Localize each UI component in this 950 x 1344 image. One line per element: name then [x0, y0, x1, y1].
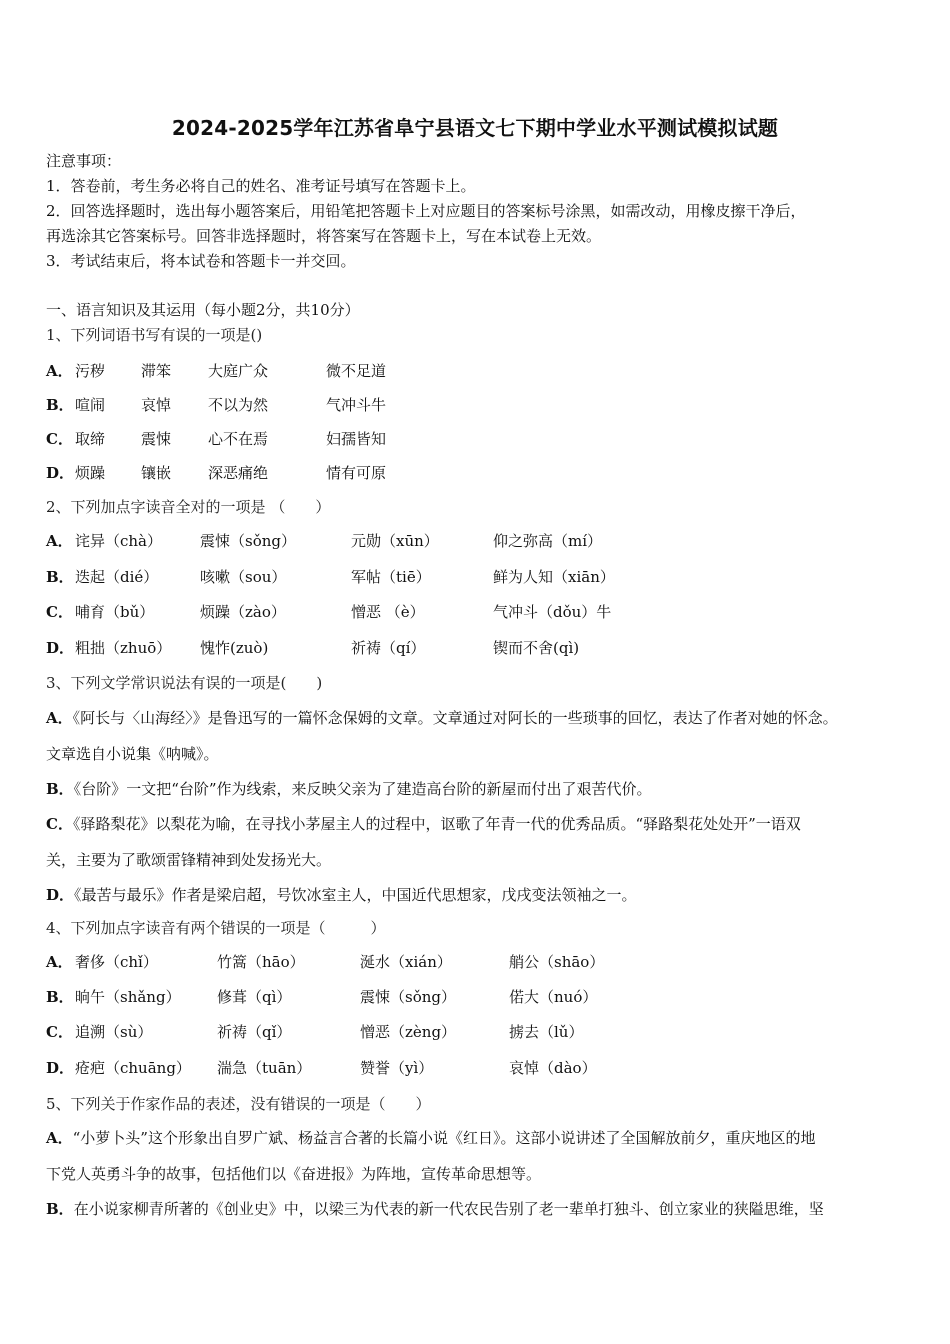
option-word: 气冲斗（dǒu）牛: [493, 603, 612, 621]
option-label: B．: [46, 780, 74, 798]
option-word: 哀悼: [141, 396, 172, 414]
option-word: 军帖（tiē）: [351, 568, 431, 586]
section-heading: 一、语言知识及其运用（每小题2分，共10分）: [46, 301, 360, 319]
notice-heading: 注意事项：: [46, 152, 122, 170]
option-word: 疮疤（chuāng）: [75, 1059, 191, 1077]
option-word: 赞誉（yì）: [360, 1059, 434, 1077]
option-text: 文章选自小说集《呐喊》。: [46, 745, 219, 763]
option-word: 取缔: [75, 430, 106, 448]
option-word: 修葺（qì）: [217, 988, 292, 1006]
option-word: 烦躁（zào）: [200, 603, 286, 621]
option-word: 奢侈（chǐ）: [75, 953, 158, 971]
option-line: [46, 850, 331, 870]
option-label: B．: [46, 568, 74, 586]
option-word: 憎恶 （è）: [351, 603, 425, 621]
option-word: 艄公（shāo）: [509, 953, 605, 971]
option-word: 粗拙（zhuō）: [75, 639, 172, 657]
option-word: 涎水（xián）: [360, 953, 452, 971]
option-word: 锲而不舍(qì): [493, 639, 580, 657]
option-word: 情有可原: [326, 464, 387, 482]
option-word: 鲜为人知（xiān）: [493, 568, 615, 586]
option-word: 震悚: [141, 430, 172, 448]
option-text: 《驿路梨花》以梨花为喻，在寻找小茅屋主人的过程中，讴歌了年青一代的优秀品质。“驿路梨花处处开”一语双: [72, 815, 801, 833]
notice-item: 再选涂其它答案标号。回答非选择题时，将答案写在答题卡上，写在本试卷上无效。: [46, 227, 602, 245]
option-text: 《最苦与最乐》作者是梁启超，号饮冰室主人，中国近代思想家，戊戌变法领袖之一。: [74, 886, 637, 904]
option-label: C．: [46, 430, 73, 448]
option-label: D．: [46, 464, 75, 482]
option-word: 湍急（tuān）: [217, 1059, 312, 1077]
option-word: 祈祷（qǐ）: [217, 1023, 292, 1041]
option-word: 仰之弥高（mí）: [493, 532, 603, 550]
question-1-stem: 1、下列词语书写有误的一项是(): [46, 326, 263, 344]
page-title: 2024-2025学年江苏省阜宁县语文七下期中学业水平测试模拟试题: [171, 116, 779, 140]
option-word: 震悚（sǒng）: [360, 988, 456, 1006]
option-word: 深恶痛绝: [208, 464, 269, 482]
option-word: 憎恶（zèng）: [360, 1023, 457, 1041]
option-line: [46, 1128, 815, 1148]
option-label: C．: [46, 603, 73, 621]
option-label: A．: [46, 1129, 73, 1147]
notice-item: 3．考试结束后，将本试卷和答题卡一并交回。: [46, 252, 356, 270]
question-5-stem: 5、下列关于作家作品的表述，没有错误的一项是（ ）: [46, 1095, 431, 1113]
option-line: [46, 1164, 541, 1184]
option-word: 元勋（xūn）: [351, 532, 439, 550]
option-word: 诧异（chà）: [75, 532, 163, 550]
option-label: D．: [46, 639, 75, 657]
option-word: 咳嗽（sou）: [200, 568, 287, 586]
option-line: [46, 885, 637, 905]
option-word: 妇孺皆知: [326, 430, 387, 448]
question-3-stem: 3、下列文学常识说法有误的一项是( ): [46, 674, 323, 692]
option-word: 愧怍(zuò): [200, 639, 269, 657]
option-word: 微不足道: [326, 362, 387, 380]
option-word: 大庭广众: [208, 362, 269, 380]
option-word: 喧闹: [75, 396, 106, 414]
option-text: “小萝卜头”这个形象出自罗广斌、杨益言合著的长篇小说《红日》。这部小说讲述了全国解放前夕，重庆地区的地: [72, 1129, 816, 1147]
option-word: 迭起（dié）: [75, 568, 159, 586]
question-4-stem: 4、下列加点字读音有两个错误的一项是（ ）: [46, 919, 386, 937]
option-word: 哺育（bǔ）: [75, 603, 155, 621]
option-line: [46, 779, 652, 799]
option-line: [46, 814, 801, 834]
option-word: 震悚（sǒng）: [200, 532, 296, 550]
option-label: B．: [46, 396, 74, 414]
option-word: 偌大（nuó）: [509, 988, 598, 1006]
option-text: 在小说家柳青所著的《创业史》中，以梁三为代表的新一代农民告别了老一辈单打独斗、创立家业的狭隘思维，坚: [73, 1200, 824, 1218]
option-label: B．: [46, 1200, 74, 1218]
option-word: 祈祷（qí）: [351, 639, 426, 657]
option-label: C．: [46, 815, 73, 833]
option-line: [46, 744, 219, 764]
option-line: [46, 708, 838, 728]
option-text: 《台阶》一文把“台阶”作为线索，来反映父亲为了建造高台阶的新屋而付出了艰苦代价。: [73, 780, 652, 798]
notice-item: 2．回答选择题时，选出每小题答案后，用铅笔把答题卡上对应题目的答案标号涂黑，如需改动，用橡皮擦干净后，: [46, 202, 806, 220]
question-2-stem: 2、下列加点字读音全对的一项是 （ ）: [46, 498, 331, 516]
option-text: 下党人英勇斗争的故事，包括他们以《奋进报》为阵地，宣传革命思想等。: [46, 1165, 542, 1183]
option-label: A．: [46, 709, 73, 727]
option-label: B．: [46, 988, 74, 1006]
option-word: 掳去（lǔ）: [509, 1023, 584, 1041]
option-label: A．: [46, 362, 73, 380]
option-text: 关，主要为了歌颂雷锋精神到处发扬光大。: [46, 851, 332, 869]
option-line: [46, 1199, 824, 1219]
option-word: 气冲斗牛: [326, 396, 387, 414]
option-word: 烦躁: [75, 464, 106, 482]
option-word: 心不在焉: [208, 430, 269, 448]
notice-item: 1．答卷前，考生务必将自己的姓名、准考证号填写在答题卡上。: [46, 177, 476, 195]
option-word: 竹篙（hāo）: [217, 953, 305, 971]
option-word: 滞笨: [141, 362, 172, 380]
option-word: 追溯（sù）: [75, 1023, 153, 1041]
option-label: C．: [46, 1023, 73, 1041]
option-word: 污秽: [75, 362, 106, 380]
option-word: 晌午（shǎng）: [75, 988, 181, 1006]
option-word: 不以为然: [208, 396, 269, 414]
option-word: 镶嵌: [141, 464, 172, 482]
option-label: D．: [46, 886, 75, 904]
option-label: A．: [46, 532, 73, 550]
option-text: 《阿长与〈山海经〉》是鲁迅写的一篇怀念保姆的文章。文章通过对阿长的一些琐事的回忆，表达了作者对她的怀念。: [72, 709, 838, 727]
option-word: 哀悼（dào）: [509, 1059, 597, 1077]
option-label: D．: [46, 1059, 75, 1077]
option-label: A．: [46, 953, 73, 971]
